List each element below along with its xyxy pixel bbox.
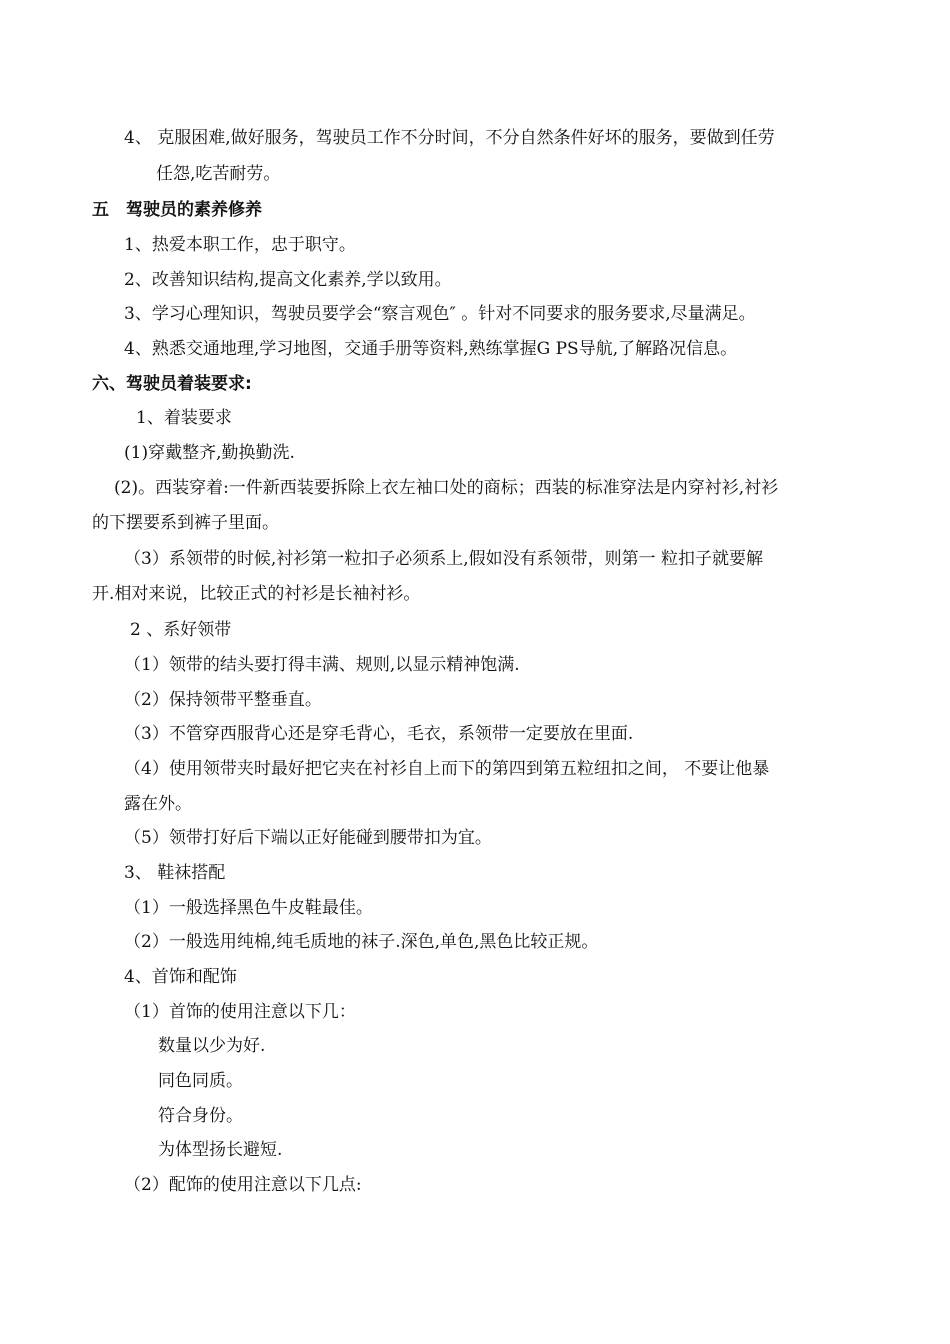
list-item: 3、学习心理知识，驾驶员要学会“察言观色″ 。针对不同要求的服务要求,尽量满足。: [124, 304, 756, 324]
list-item: 为体型扬长避短.: [158, 1140, 283, 1160]
list-item: （2）一般选用纯棉,纯毛质地的袜子.深色,单色,黑色比较正规。: [124, 932, 599, 952]
list-item: （2）配饰的使用注意以下几点:: [124, 1175, 362, 1195]
list-item-continuation: 开.相对来说，比较正式的衬衫是长袖衬衫。: [92, 584, 421, 604]
list-item: 符合身份。: [158, 1106, 243, 1126]
list-item: (2)。西装穿着:一件新西装要拆除上衣左袖口处的商标；西装的标准穿法是内穿衬衫,衬衫: [114, 478, 779, 498]
list-item: （4）使用领带夹时最好把它夹在衬衫自上而下的第四到第五粒纽扣之间， 不要让他暴: [124, 759, 770, 779]
list-item: 4、熟悉交通地理,学习地图，交通手册等资料,熟练掌握G PS导航,了解路况信息。: [124, 339, 738, 359]
list-item: （1）首饰的使用注意以下几：: [124, 1002, 356, 1022]
list-item-continuation: 任怨,吃苦耐劳。: [156, 164, 281, 184]
list-item: 数量以少为好.: [158, 1036, 266, 1056]
list-item: (1)穿戴整齐,勤换勤洗.: [124, 443, 295, 463]
list-item: （2）保持领带平整垂直。: [124, 690, 322, 710]
list-item-continuation: 的下摆要系到裤子里面。: [92, 513, 279, 533]
list-item: （1）领带的结头要打得丰满、规则,以显示精神饱满.: [124, 655, 520, 675]
list-item: 2、改善知识结构,提高文化素养,学以致用。: [124, 270, 452, 290]
list-item: （3）系领带的时候,衬衫第一粒扣子必须系上,假如没有系领带，则第一 粒扣子就要解: [124, 549, 764, 569]
section-heading-5: 五 驾驶员的素养修养: [92, 200, 262, 220]
list-item: （3）不管穿西服背心还是穿毛背心，毛衣，系领带一定要放在里面.: [124, 724, 634, 744]
subsection-heading: 1、着装要求: [136, 408, 232, 428]
list-item: 同色同质。: [158, 1071, 243, 1091]
list-item-continuation: 露在外。: [124, 794, 192, 814]
list-item: 1、热爱本职工作，忠于职守。: [124, 235, 356, 255]
list-item: 4、 克服困难,做好服务，驾驶员工作不分时间，不分自然条件好坏的服务，要做到任劳: [124, 128, 775, 148]
list-item: （5）领带打好后下端以正好能碰到腰带扣为宜。: [124, 828, 492, 848]
list-item: （1）一般选择黑色牛皮鞋最佳。: [124, 898, 373, 918]
subsection-heading: 4、首饰和配饰: [124, 967, 237, 987]
section-heading-6: 六、驾驶员着装要求:: [92, 374, 252, 394]
subsection-heading: 3、 鞋袜搭配: [124, 863, 226, 883]
subsection-heading: 2 、系好领带: [130, 620, 232, 640]
